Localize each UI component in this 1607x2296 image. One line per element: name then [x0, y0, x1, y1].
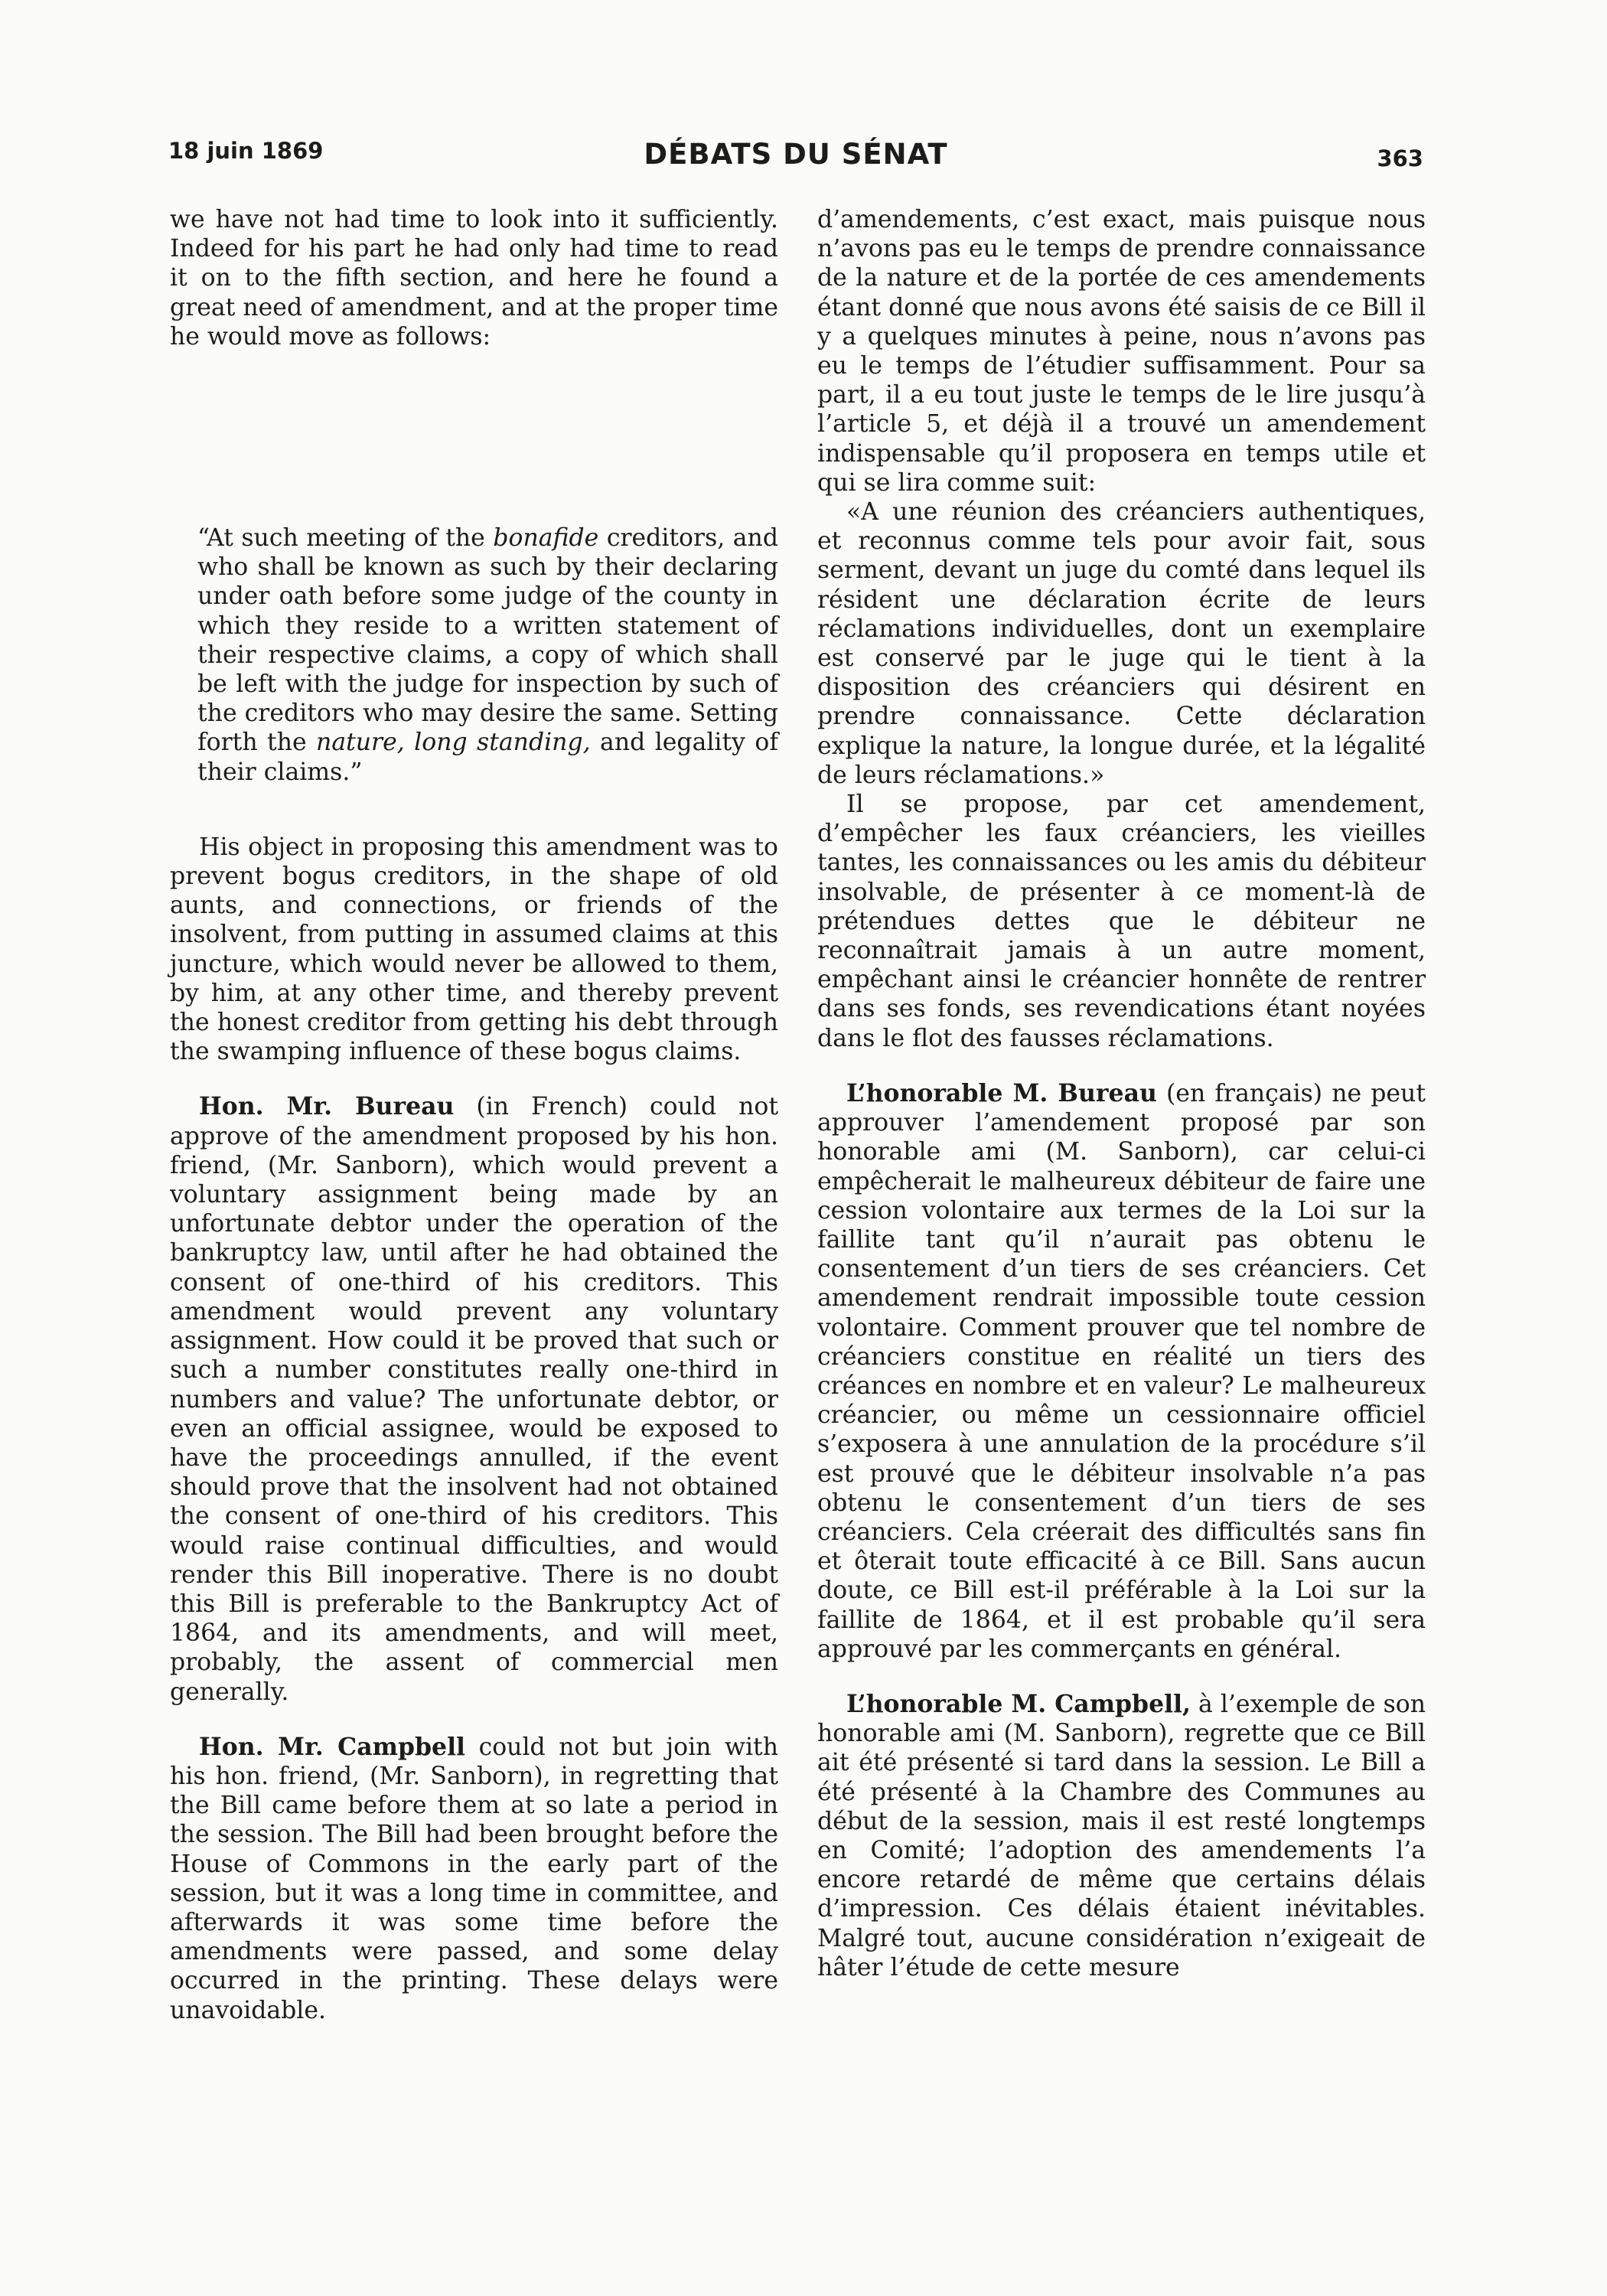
header-title: DÉBATS DU SÉNAT: [644, 138, 948, 171]
paragraph: His object in proposing this amendment was to prevent bogus creditors, in the shape of old aunts, and connections, or friends of the insolvent, from putting in assumed claims at this juncture, which would never be allowed to them, by him, at any other time, and thereby prevent the honest creditor from getting his debt through the swamping influence of these bogus claims.: [170, 833, 778, 1066]
french-column: [817, 205, 1426, 1982]
paragraph: d’amendements, c’est exact, mais puisque nous n’avons pas eu le temps de prendre connaissance de la nature et de la portée de ces amendements étant donné que nous avons été saisis de ce Bill il y a quelques minutes à peine, nous n’avons pas eu le temps de l’étudier suffisamment. Pour sa part, il a eu tout juste le temps de le lire jusqu’à l’article 5, et déjà il a trouvé un amendement indispensable qu’il proposera en temps utile et qui se lira comme suit:: [817, 206, 1426, 497]
english-column: [170, 205, 778, 2025]
speaker-name: Hon. Mr. Campbell: [199, 1732, 466, 1761]
paragraph: Il se propose, par cet amendement, d’empêcher les faux créanciers, les vieilles tantes, les connaissances ou les amis du débiteur insolvable, de présenter à ce moment-là de prétendues dettes que le débiteur ne reconnaîtrait jamais à un autre moment, empêchant ainsi le créancier honnête de rentrer dans ses fonds, ses revendications étant noyées dans le flot des fausses réclamations.: [817, 791, 1426, 1052]
blank-space: [170, 351, 778, 523]
speech-paragraph: Hon. Mr. Bureau (in French) could not approve of the amendment proposed by his hon. friend, (Mr. Sanborn), which would prevent a voluntary assignment being made by an unfortunate debtor under the operation of the bankruptcy law, until after he had obtained the consent of one-third of his creditors. This amendment would prevent any voluntary assignment. How could it be proved that such or such a number constitutes really one-third in numbers and value? The unfortunate debtor, or even an official assignee, would be exposed to have the proceedings annulled, if the event should prove that the insolvent had not obtained the consent of one-third of his creditors. This would raise continual difficulties, and would render this Bill inoperative. There is no doubt this Bill is preferable to the Bankruptcy Act of 1864, and its amendments, and will meet, probably, the assent of commercial men generally.: [170, 1092, 779, 1706]
quoted-amendment: “At such meeting of the bonafide creditors, and who shall be known as such by their declaring under oath before some judge of the county in which they reside to a written statement of their respective claims, a copy of which shall be left with the judge for inspection by such of the creditors who may desire the same. Setting forth the nature, long standing, and legality of their claims.”: [197, 524, 778, 786]
page-number: 363: [1377, 145, 1423, 171]
paragraph: we have not had time to look into it sufficiently. Indeed for his part he had only had time to read it on to the fifth section, and here he found a great need of amendment, and at the proper time he would move as follows:: [170, 206, 778, 351]
speech-paragraph: Hon. Mr. Campbell could not but join with his hon. friend, (Mr. Sanborn), in regretting that the Bill came before them at so late a period in the session. The Bill had been brought before the House of Commons in the early part of the session, but it was a long time in committee, and afterwards it was some time before the amendments were passed, and some delay occurred in the printing. These delays were unavoidable.: [170, 1732, 779, 2024]
page-header: [168, 138, 1423, 184]
speech-paragraph: L’honorable M. Campbell, à l’exemple de son honorable ami (M. Sanborn), regrette que ce Bill ait été présenté si tard dans la session. Le Bill a été présenté à la Chambre des Communes au début de la session, mais il est resté longtemps en Comité; l’adoption des amendements l’a encore retardé de même que certains délais d’impression. Ces délais étaient inévitables. Malgré tout, aucune considération n’exigeait de hâter l’étude de cette mesure: [817, 1689, 1426, 1981]
speaker-name: L’honorable M. Campbell,: [846, 1689, 1191, 1718]
speech-paragraph: L’honorable M. Bureau (en français) ne peut approuver l’amendement proposé par son honorable ami (M. Sanborn), car celui-ci empêcherait le malheureux débiteur de faire une cession volontaire aux termes de la Loi sur la faillite tant qu’il n’aurait pas obtenu le consentement d’un tiers de ses créanciers. Cet amendement rendrait impossible toute cession volontaire. Comment prouver que tel nombre de créanciers constitue en réalité un tiers des créances en nombre et en valeur? Le malheureux créancier, ou même un cessionnaire officiel s’exposera à une annulation de la procédure s’il est prouvé que le débiteur insolvable n’a pas obtenu le consentement d’un tiers de ses créanciers. Cela créerait des difficultés sans fin et ôterait toute efficacité à ce Bill. Sans aucun doute, ce Bill est-il préférable à la Loi sur la faillite de 1864, et il est probable qu’il sera approuvé par les commerçants en général.: [817, 1078, 1426, 1663]
speaker-name: L’honorable M. Bureau: [846, 1078, 1157, 1107]
header-date: 18 juin 1869: [168, 138, 324, 164]
speaker-name: Hon. Mr. Bureau: [199, 1092, 455, 1121]
quoted-amendment: «A une réunion des créanciers authentiques, et reconnus comme tels pour avoir fait, sous serment, devant un juge du comté dans lequel ils résident une déclaration écrite de leurs réclamations individuelles, dont un exemplaire est conservé par le juge qui le tient à la disposition des créanciers qui désirent en prendre connaissance. Cette déclaration explique la nature, la longue durée, et la légalité de leurs réclamations.»: [817, 498, 1426, 789]
